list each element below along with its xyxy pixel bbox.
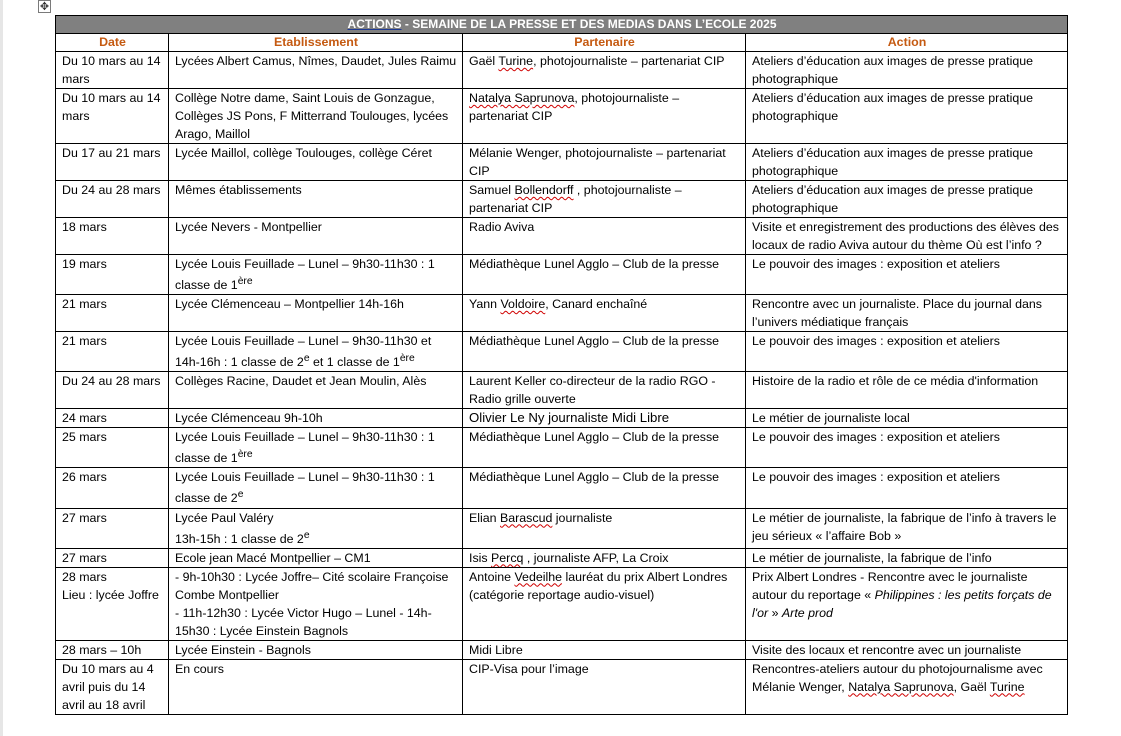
- text-run: , Gaël: [953, 679, 990, 694]
- cell-action: Le métier de journaliste, la fabrique de l’info: [746, 548, 1068, 567]
- table-title: [56, 16, 1068, 34]
- text-run: 13h-15h : 1 classe de 2: [175, 531, 304, 546]
- text-run-misspelled: Natalya Saprunova: [848, 679, 954, 694]
- text-run: Yann: [469, 297, 501, 312]
- text-run-misspelled: Voldoire: [500, 297, 546, 312]
- text-run: et 1 classe de 1: [309, 355, 400, 370]
- cell-action: Rencontre avec un journaliste. Place du journal dans l’univers médiatique français: [746, 295, 1068, 332]
- cell-etablissement: Ecole jean Macé Montpellier – CM1: [169, 548, 463, 567]
- table-row: [56, 52, 1068, 89]
- cell-action: [746, 567, 1068, 640]
- cell-etablissement: [169, 468, 463, 508]
- text-run-misspelled: Vedeilhe: [514, 569, 563, 584]
- cell-partenaire: [463, 89, 746, 144]
- cell-etablissement: [169, 567, 463, 640]
- table-row: [56, 428, 1068, 468]
- cell-date: 26 mars: [56, 468, 169, 508]
- cell-date: 24 mars: [56, 409, 169, 428]
- cell-action: Histoire de la radio et rôle de ce média d'information: [746, 372, 1068, 409]
- cell-action: Le métier de journaliste local: [746, 409, 1068, 428]
- table-row: [56, 508, 1068, 548]
- cell-partenaire: Médiathèque Lunel Agglo – Club de la presse: [463, 468, 746, 508]
- header-partenaire: Partenaire: [463, 34, 746, 52]
- cell-action: Le pouvoir des images : exposition et ateliers: [746, 468, 1068, 508]
- table-row: [56, 332, 1068, 372]
- table-row: [56, 548, 1068, 567]
- cell-partenaire: [463, 295, 746, 332]
- cell-action: Le métier de journaliste, la fabrique de l’info à travers le jeu sérieux « l’affaire Bob »: [746, 508, 1068, 548]
- cell-action: Le pouvoir des images : exposition et ateliers: [746, 332, 1068, 372]
- header-action: Action: [746, 34, 1068, 52]
- cell-etablissement: En cours: [169, 659, 463, 714]
- table-row: [56, 640, 1068, 659]
- cell-action: Le pouvoir des images : exposition et ateliers: [746, 255, 1068, 295]
- text-run-misspelled: Natalya Saprunova: [469, 91, 575, 105]
- text-run: »: [768, 605, 782, 620]
- page-left-edge: [0, 0, 3, 736]
- table-move-handle-icon[interactable]: ✥: [39, 1, 50, 13]
- table-row: [56, 89, 1068, 144]
- cell-etablissement: Collège Notre dame, Saint Louis de Gonzague, Collèges JS Pons, F Mitterrand Toulouges, lycées Arago, Maillol: [169, 89, 463, 144]
- text-run-italic: Philippines : les petits forçats de l'or: [752, 587, 1052, 620]
- cell-etablissement: [169, 332, 463, 372]
- table-title-rest: - SEMAINE DE LA PRESSE ET DES MEDIAS DANS L’ECOLE 2025: [401, 17, 777, 31]
- cell-action: [746, 659, 1068, 714]
- cell-etablissement: [169, 255, 463, 295]
- cell-date: Du 10 mars au 4 avril puis du 14 avril au 18 avril: [56, 659, 169, 714]
- cell-date: Du 10 mars au 14 mars: [56, 52, 169, 89]
- text-run: Gaël: [469, 54, 499, 68]
- cell-action: Ateliers d’éducation aux images de presse pratique photographique: [746, 52, 1068, 89]
- table-row: [56, 409, 1068, 428]
- text-run: , photojournaliste – partenariat CIP: [469, 91, 680, 123]
- text-run: Antoine: [469, 569, 515, 584]
- cell-partenaire: Olivier Le Ny journaliste Midi Libre: [463, 409, 746, 428]
- ordinal-superscript: ère: [237, 276, 253, 287]
- header-row: [56, 34, 1068, 52]
- cell-partenaire: Laurent Keller co-directeur de la radio RGO - Radio grille ouverte: [463, 372, 746, 409]
- cell-partenaire: [463, 181, 746, 218]
- ordinal-superscript: ère: [237, 449, 253, 461]
- text-run: , Canard enchaîné: [545, 297, 648, 312]
- cell-date: Du 17 au 21 mars: [56, 144, 169, 181]
- text-run: 28 mars: [62, 569, 107, 584]
- cell-etablissement: Lycée Clémenceau – Montpellier 14h-16h: [169, 295, 463, 332]
- table-row: [56, 295, 1068, 332]
- cell-etablissement: Lycée Maillol, collège Toulouges, collège Céret: [169, 144, 463, 181]
- text-run-misspelled: Bollendorff: [514, 183, 574, 197]
- text-run-misspelled: Percq: [491, 550, 524, 565]
- cell-partenaire: CIP-Visa pour l’image: [463, 659, 746, 714]
- text-run: Rencontres-ateliers autour du photojournalisme avec Mélanie Wenger,: [752, 661, 1043, 694]
- text-run: Lycée Louis Feuillade – Lunel – 9h30-11h30 : 1 classe de 1: [175, 430, 435, 466]
- text-run: , photojournaliste – partenariat CIP: [469, 183, 682, 215]
- cell-date: 28 mars – 10h: [56, 640, 169, 659]
- text-run: Lycée Paul Valéry: [175, 510, 274, 525]
- cell-etablissement: Mêmes établissements: [169, 181, 463, 218]
- table-row: [56, 255, 1068, 295]
- ordinal-superscript: e: [303, 529, 310, 541]
- text-run: , journaliste AFP, La Croix: [523, 550, 669, 565]
- table-row: [56, 659, 1068, 714]
- text-run: Lycée Louis Feuillade – Lunel – 9h30-11h30 et 14h-16h : 1 classe de 2: [175, 334, 432, 370]
- cell-date: 21 mars: [56, 295, 169, 332]
- cell-etablissement: Collèges Racine, Daudet et Jean Moulin, Alès: [169, 372, 463, 409]
- cell-partenaire: [463, 52, 746, 89]
- table-row: [56, 567, 1068, 640]
- text-run-misspelled: Turine: [989, 679, 1025, 694]
- cell-partenaire: Médiathèque Lunel Agglo – Club de la presse: [463, 255, 746, 295]
- text-run: Elian: [469, 510, 500, 525]
- text-run-italic: Arte prod: [781, 605, 833, 620]
- cell-partenaire: Mélanie Wenger, photojournaliste – partenariat CIP: [463, 144, 746, 181]
- text-run-misspelled: Barascud: [500, 510, 553, 525]
- cell-partenaire: [463, 567, 746, 640]
- text-run-misspelled: Turine: [498, 54, 534, 68]
- cell-partenaire: [463, 508, 746, 548]
- actions-table: [55, 15, 1068, 715]
- cell-date: 19 mars: [56, 255, 169, 295]
- cell-date: 21 mars: [56, 332, 169, 372]
- cell-action: Le pouvoir des images : exposition et ateliers: [746, 428, 1068, 468]
- cell-etablissement: [169, 428, 463, 468]
- table-title-actions: ACTIONS: [347, 17, 402, 31]
- cell-action: Ateliers d’éducation aux images de presse pratique photographique: [746, 181, 1068, 218]
- cell-partenaire: [463, 548, 746, 567]
- cell-action: Ateliers d’éducation aux images de presse pratique photographique: [746, 144, 1068, 181]
- text-run: journaliste: [552, 510, 613, 525]
- text-run: Lycée Louis Feuillade – Lunel – 9h30-11h30 : 1 classe de 1: [175, 257, 435, 293]
- cell-partenaire: Médiathèque Lunel Agglo – Club de la presse: [463, 428, 746, 468]
- ordinal-superscript: e: [237, 489, 244, 501]
- cell-date: 27 mars: [56, 508, 169, 548]
- text-run: - 11h-12h30 : Lycée Victor Hugo – Lunel - 14h-15h30 : Lycée Einstein Bagnols: [175, 605, 432, 638]
- text-run: Prix Albert Londres - Rencontre avec le journaliste autour du reportage «: [752, 569, 1028, 602]
- cell-action: Ateliers d’éducation aux images de presse pratique photographique: [746, 89, 1068, 144]
- cell-date: 27 mars: [56, 548, 169, 567]
- cell-etablissement: Lycées Albert Camus, Nîmes, Daudet, Jules Raimu: [169, 52, 463, 89]
- header-etablissement: Etablissement: [169, 34, 463, 52]
- cell-date: Du 10 mars au 14 mars: [56, 89, 169, 144]
- cell-etablissement: Lycée Nevers - Montpellier: [169, 218, 463, 255]
- text-run: lauréat du prix Albert Londres (catégorie reportage audio-visuel): [469, 569, 728, 602]
- header-date: Date: [56, 34, 169, 52]
- cell-date: 18 mars: [56, 218, 169, 255]
- cell-date: Du 24 au 28 mars: [56, 181, 169, 218]
- title-row: [56, 16, 1068, 34]
- cell-etablissement: Lycée Clémenceau 9h-10h: [169, 409, 463, 428]
- table-row: [56, 181, 1068, 218]
- cell-etablissement: Lycée Einstein - Bagnols: [169, 640, 463, 659]
- cell-partenaire: Midi Libre: [463, 640, 746, 659]
- cell-action: Visite des locaux et rencontre avec un journaliste: [746, 640, 1068, 659]
- cell-date: [56, 567, 169, 640]
- table-row: [56, 218, 1068, 255]
- text-run: - 9h-10h30 : Lycée Joffre– Cité scolaire Françoise Combe Montpellier: [175, 569, 449, 602]
- text-run: Lieu : lycée Joffre: [62, 587, 159, 602]
- text-run: Lycée Louis Feuillade – Lunel – 9h30-11h30 : 1 classe de 2: [175, 470, 435, 506]
- ordinal-superscript: e: [303, 353, 310, 365]
- text-run: Samuel: [469, 183, 515, 197]
- ordinal-superscript: ère: [399, 353, 415, 365]
- cell-date: Du 24 au 28 mars: [56, 372, 169, 409]
- table-row: [56, 372, 1068, 409]
- cell-etablissement: [169, 508, 463, 548]
- text-run: , photojournaliste – partenariat CIP: [533, 54, 725, 68]
- cell-date: 25 mars: [56, 428, 169, 468]
- cell-action: Visite et enregistrement des productions des élèves des locaux de radio Aviva autour du thème Où est l’info ?: [746, 218, 1068, 255]
- cell-partenaire: Radio Aviva: [463, 218, 746, 255]
- table-row: [56, 468, 1068, 508]
- cell-partenaire: Médiathèque Lunel Agglo – Club de la presse: [463, 332, 746, 372]
- table-row: [56, 144, 1068, 181]
- text-run: Isis: [469, 550, 492, 565]
